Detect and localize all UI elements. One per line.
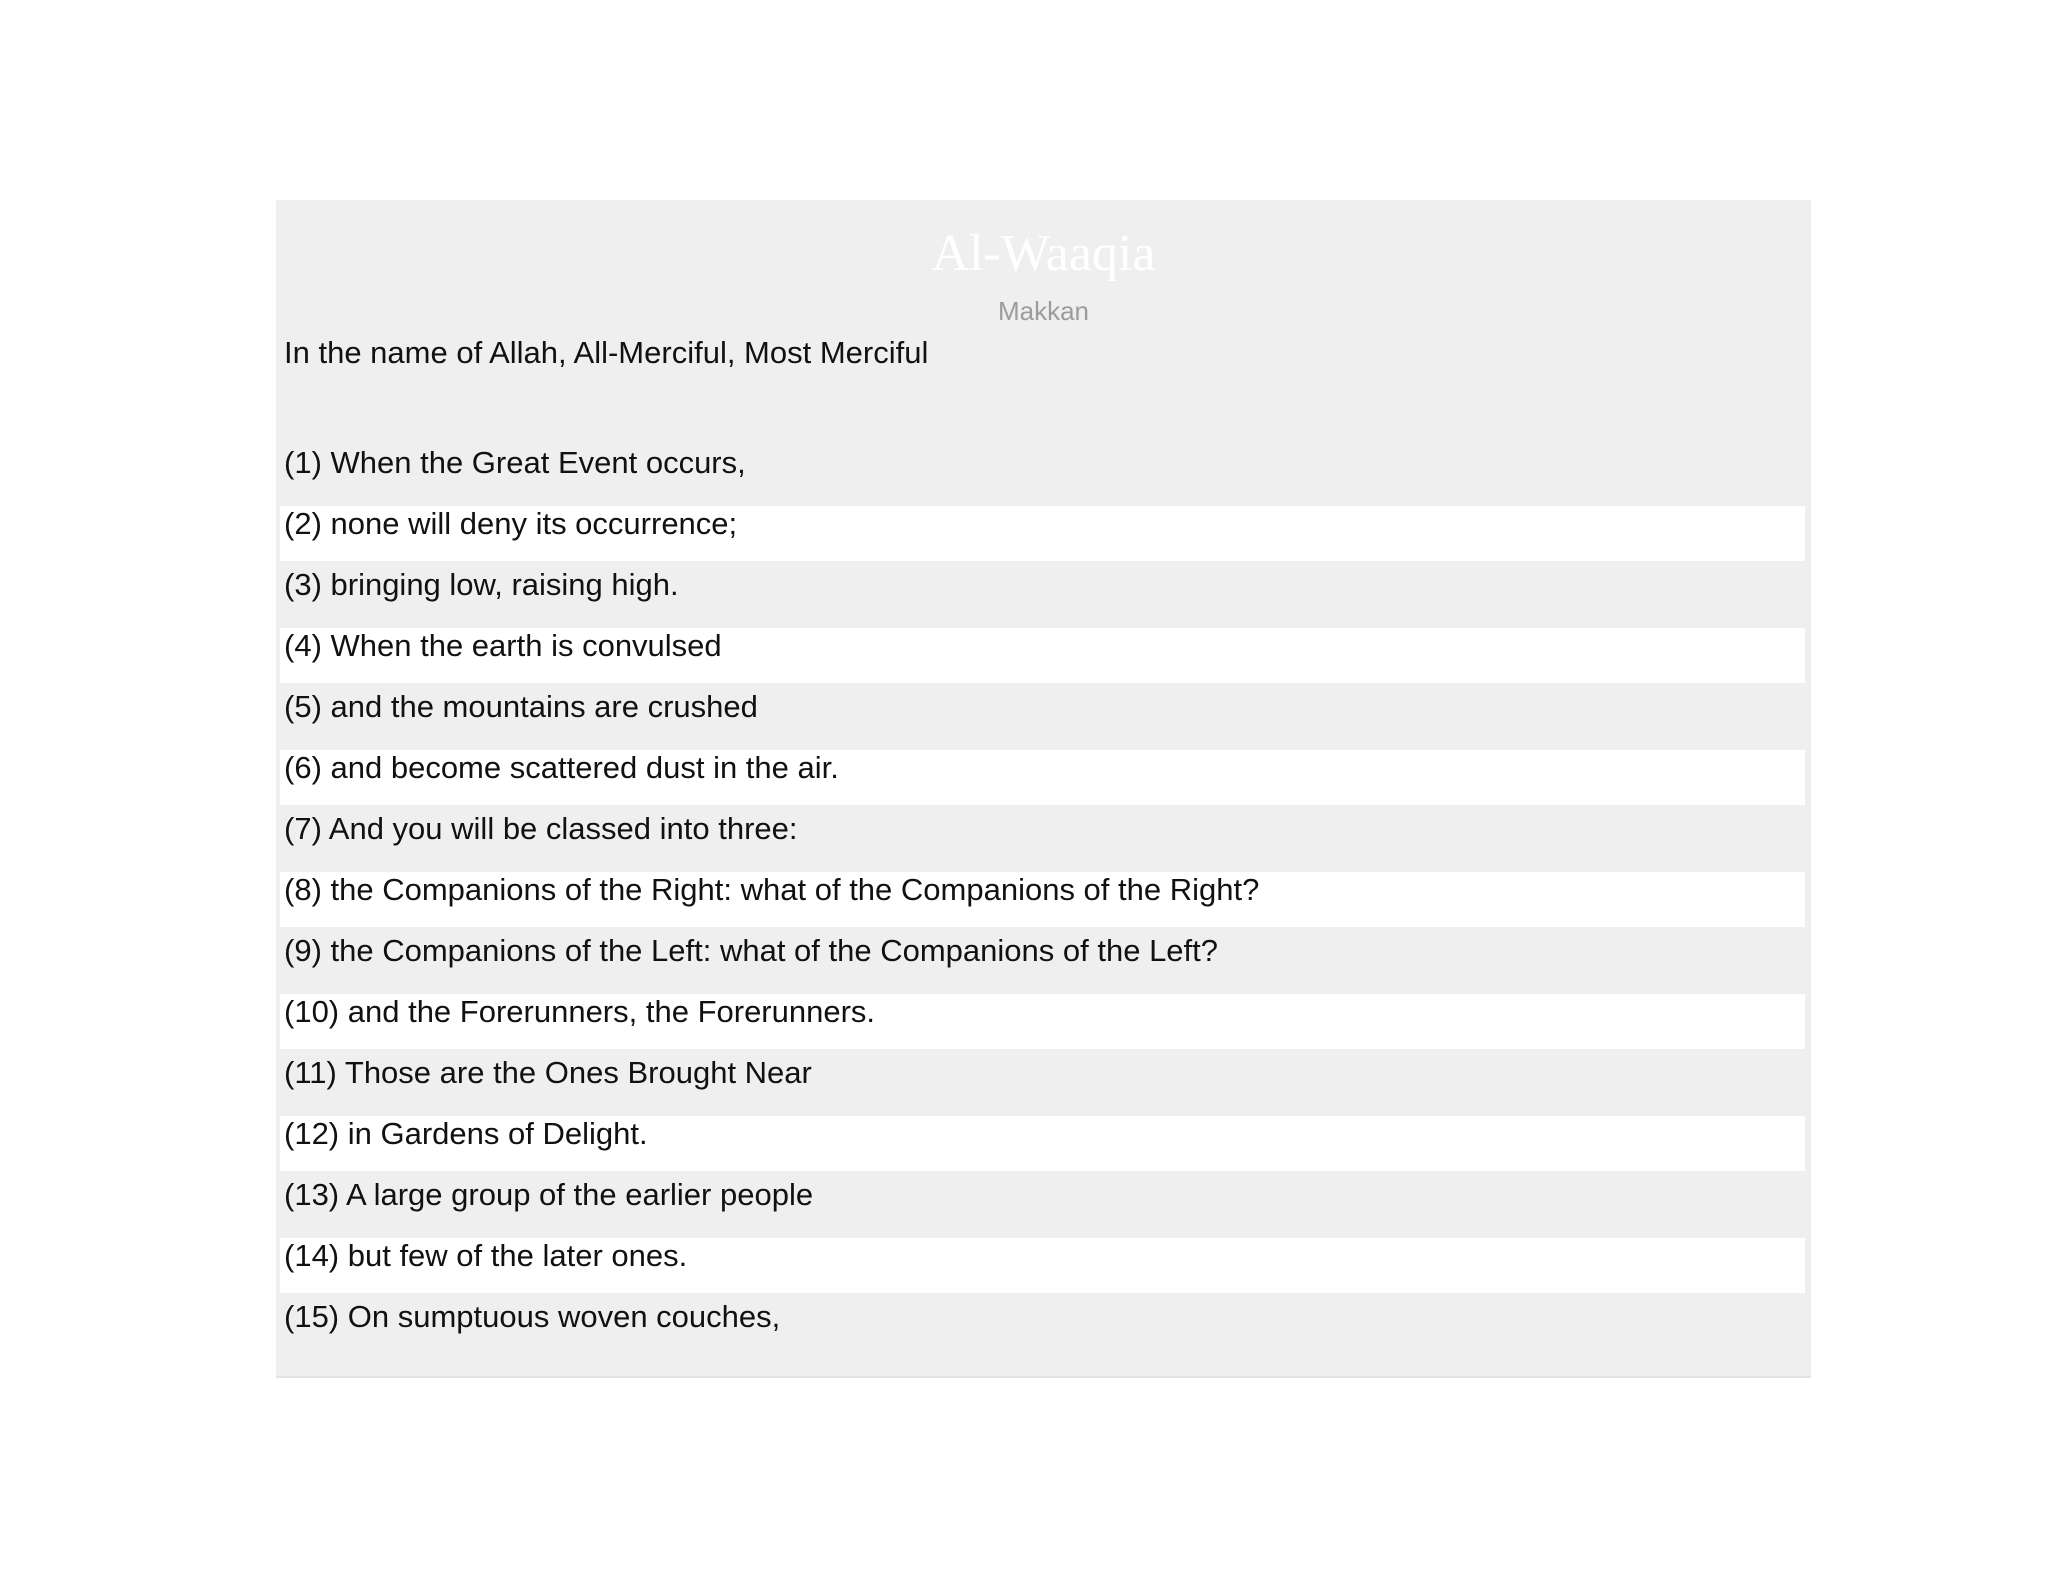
verse-row: (3) bringing low, raising high. bbox=[280, 567, 1805, 622]
verse-row: (5) and the mountains are crushed bbox=[280, 689, 1805, 744]
verse-row: (2) none will deny its occurrence; bbox=[280, 506, 1805, 561]
verse-row: (8) the Companions of the Right: what of the Companions of the Right? bbox=[280, 872, 1805, 927]
verse-row: (4) When the earth is convulsed bbox=[280, 628, 1805, 683]
verse-row: (15) On sumptuous woven couches, bbox=[280, 1299, 1805, 1354]
verse-row: (12) in Gardens of Delight. bbox=[280, 1116, 1805, 1171]
verse-row: (13) A large group of the earlier people bbox=[280, 1177, 1805, 1232]
verse-row: (10) and the Forerunners, the Forerunners. bbox=[280, 994, 1805, 1049]
surah-title: Al-Waaqia bbox=[931, 225, 1156, 282]
verse-row: (7) And you will be classed into three: bbox=[280, 811, 1805, 866]
surah-origin: Makkan bbox=[997, 296, 1090, 326]
bismillah-line: In the name of Allah, All-Merciful, Most Merciful bbox=[284, 335, 929, 370]
verse-row: (14) but few of the later ones. bbox=[280, 1238, 1805, 1293]
verse-row: (11) Those are the Ones Brought Near bbox=[280, 1055, 1805, 1110]
verse-list bbox=[280, 445, 1805, 1360]
surah-panel bbox=[276, 200, 1811, 1378]
verse-row: (1) When the Great Event occurs, bbox=[280, 445, 1805, 500]
verse-row: (9) the Companions of the Left: what of the Companions of the Left? bbox=[280, 933, 1805, 988]
verse-row: (6) and become scattered dust in the air. bbox=[280, 750, 1805, 805]
